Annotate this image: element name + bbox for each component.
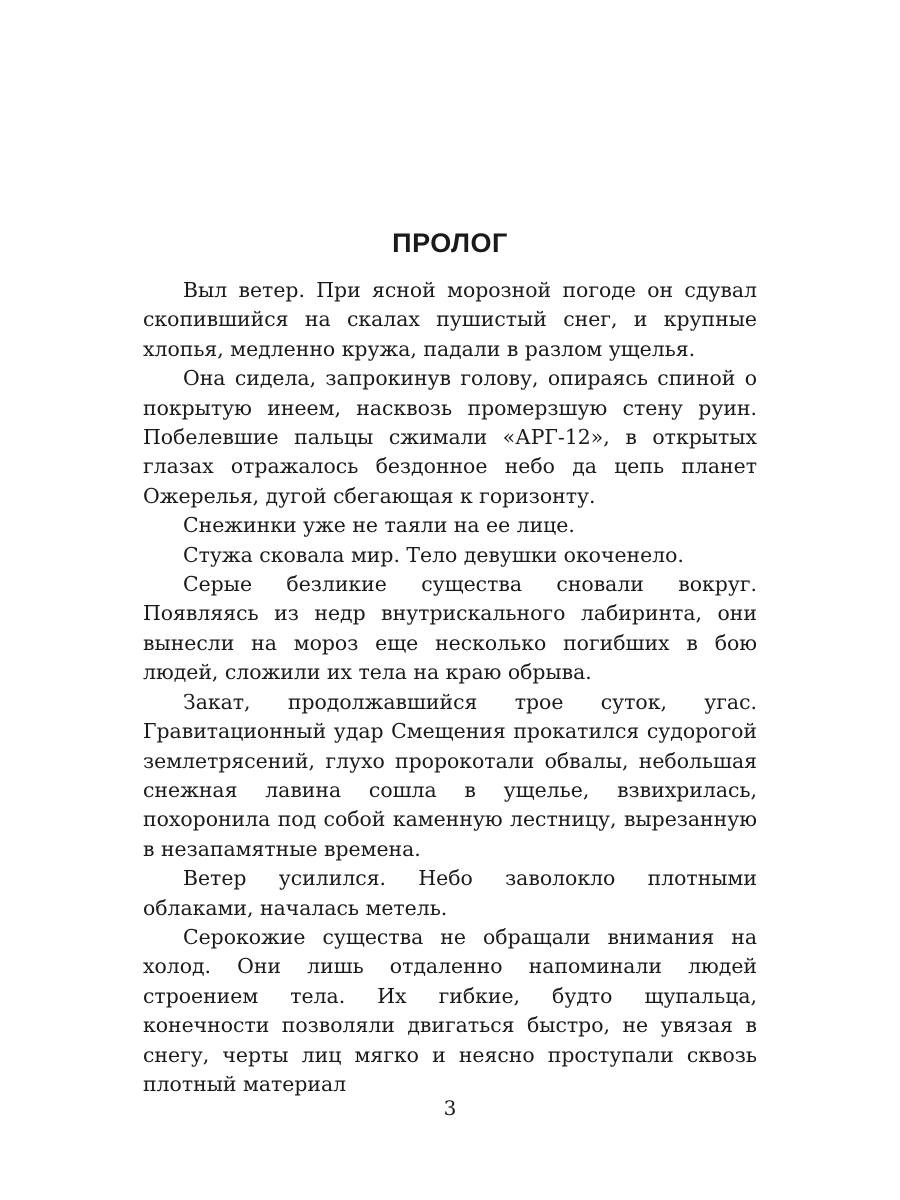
paragraph-6: Закат, продолжавшийся трое суток, угас. Гравитационный удар Смещения прокатился судорогой землетрясений, глухо пророкотали обвалы, небольшая снежная лавина сошла в ущелье, взвихрилась, похоронила под собой каменную лестницу, вырезанную в незапамятные времена.	[143, 689, 757, 861]
paragraph-3: Снежинки уже не таяли на ее лице.	[183, 513, 575, 538]
chapter-title: ПРОЛОГ	[392, 228, 508, 258]
page-number: 3	[443, 1096, 457, 1120]
paragraph-1: Выл ветер. При ясной морозной погоде он сдувал скопившийся на скалах пушистый снег, и крупные хлопья, медленно кружа, падали в разлом ущелья.	[143, 278, 757, 361]
paragraph-7: Ветер усилился. Небо заволокло плотными облаками, началась метель.	[143, 866, 757, 920]
paragraph-5: Серые безликие существа сновали вокруг. Появляясь из недр внутрискального лабиринта, они вынесли на мороз еще несколько погибших в бою людей, сложили их тела на краю обрыва.	[143, 572, 757, 685]
body-text	[143, 276, 757, 1099]
paragraph-4: Стужа сковала мир. Тело девушки окоченело.	[183, 542, 684, 567]
paragraph-2: Она сидела, запрокинув голову, опираясь спиной о покрытую инеем, насквозь промерзшую стену руин. Побелевшие пальцы сжимали «АРГ-12», в открытых глазах отражалось бездонное небо да цепь планет Ожерелья, дугой сбегающая к горизонту.	[143, 366, 757, 508]
paragraph-8: Серокожие существа не обращали внимания на холод. Они лишь отдаленно напоминали людей строением тела. Их гибкие, будто щупальца, конечности позволяли двигаться быстро, не увязая в снегу, черты лиц мягко и неясно проступали сквозь плотный материал	[143, 924, 757, 1096]
